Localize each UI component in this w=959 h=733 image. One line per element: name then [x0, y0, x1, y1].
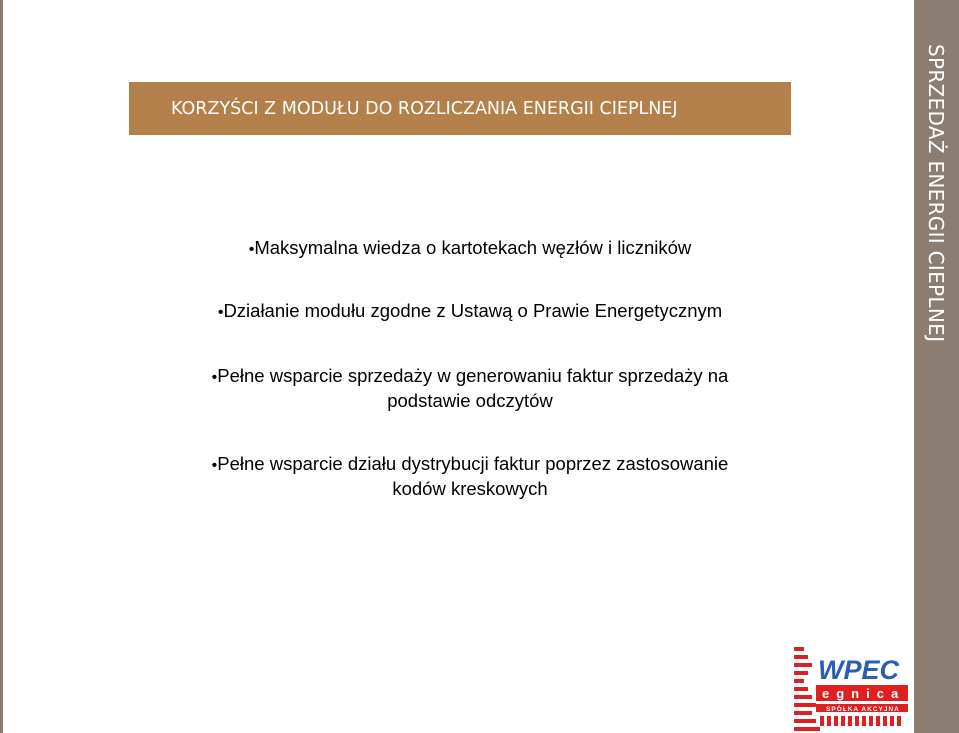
- bullet-marker: •: [211, 457, 218, 474]
- bullet-text-line2: podstawie odczytów: [387, 390, 553, 411]
- section-label: SPRZEDAŻ ENERGII CIEPLNEJ: [924, 44, 948, 343]
- bullet-item: [140, 452, 800, 500]
- company-logo: [792, 645, 910, 733]
- bullet-marker: •: [211, 369, 218, 386]
- bullet-marker: •: [248, 241, 255, 258]
- bullet-marker: •: [217, 304, 224, 321]
- logo-barcode-icon: [820, 716, 901, 726]
- logo-sub: egnica: [822, 686, 906, 701]
- bullet-item: [140, 236, 800, 261]
- bullet-text: Działanie modułu zgodne z Ustawą o Prawie Energetycznym: [223, 300, 723, 321]
- bullet-item: [140, 364, 800, 412]
- bullet-item: [140, 299, 800, 324]
- left-edge-bar: [0, 0, 3, 733]
- section-sidebar: [914, 0, 959, 733]
- slide-title: KORZYŚCI Z MODUŁU DO ROZLICZANIA ENERGII CIEPLNEJ: [171, 98, 678, 119]
- title-banner: [129, 82, 791, 135]
- bullet-text-line1: Pełne wsparcie działu dystrybucji faktur poprzez zastosowanie: [217, 453, 729, 474]
- bullet-text: Maksymalna wiedza o kartotekach węzłów i liczników: [254, 237, 692, 258]
- bullet-text-line2: kodów kreskowych: [392, 478, 548, 499]
- logo-tagline: SPÓŁKA AKCYJNA: [826, 706, 900, 713]
- bullet-text-line1: Pełne wsparcie sprzedaży w generowaniu faktur sprzedaży na: [217, 365, 729, 386]
- logo-brand: WPEC: [818, 655, 899, 685]
